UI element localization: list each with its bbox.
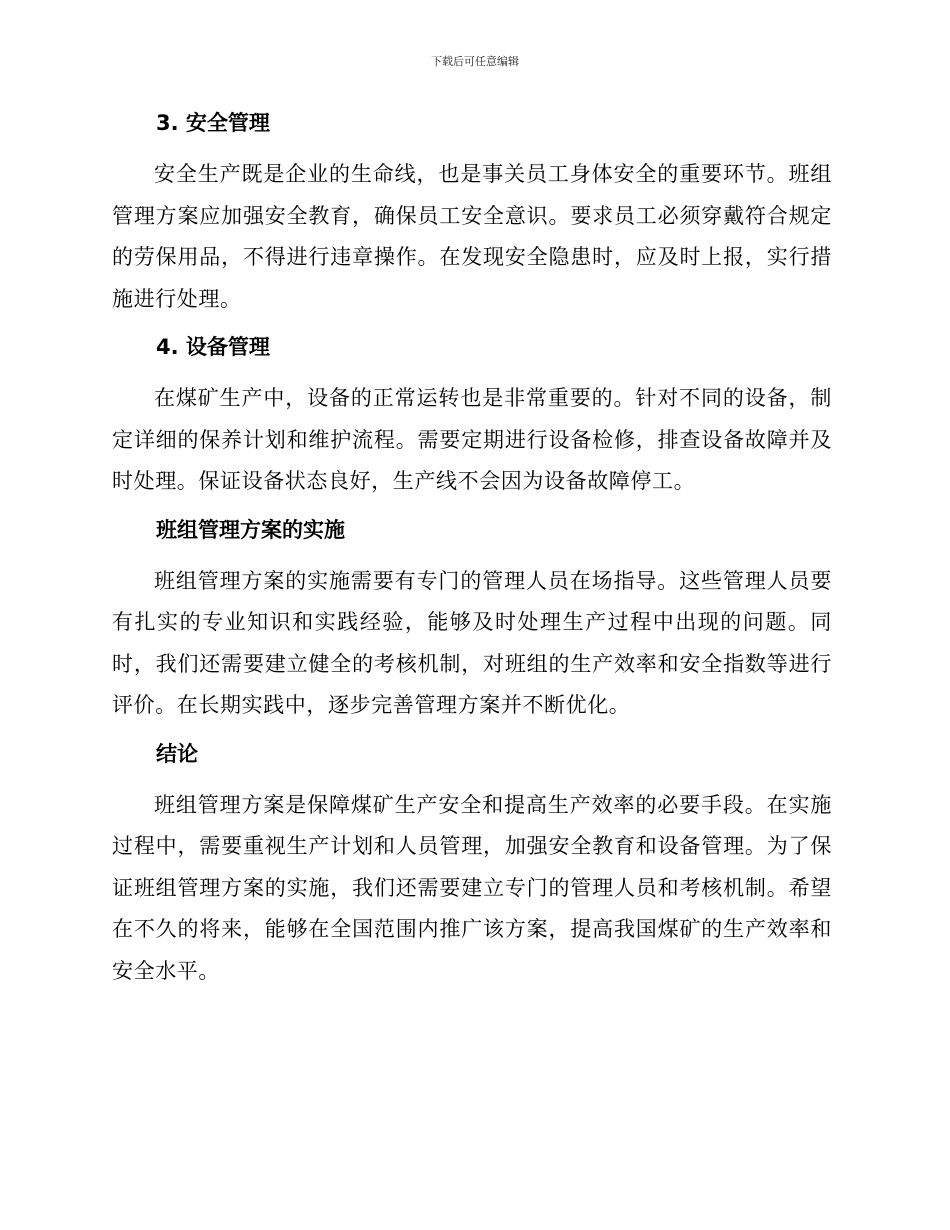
section-paragraph: 在煤矿生产中，设备的正常运转也是非常重要的。针对不同的设备，制定详细的保养计划和维护流程。需要定期进行设备检修，排查设备故障并及时处理。保证设备状态良好，生产线不会因为设备故障停工。: [112, 386, 832, 493]
section-conclusion: [112, 739, 832, 993]
section-implementation: [112, 515, 832, 727]
section-heading: 3. 安全管理: [156, 111, 270, 135]
section-heading: 4. 设备管理: [156, 335, 270, 359]
section-paragraph: 班组管理方案是保障煤矿生产安全和提高生产效率的必要手段。在实施过程中，需要重视生产计划和人员管理，加强安全教育和设备管理。为了保证班组管理方案的实施，我们还需要建立专门的管理人员和考核机制。希望在不久的将来，能够在全国范围内推广该方案，提高我国煤矿的生产效率和安全水平。: [112, 792, 832, 983]
section-heading: 班组管理方案的实施: [156, 517, 345, 542]
section-paragraph: 班组管理方案的实施需要有专门的管理人员在场指导。这些管理人员要有扎实的专业知识和实践经验，能够及时处理生产过程中出现的问题。同时，我们还需要建立健全的考核机制，对班组的生产效率和安全指数等进行评价。在长期实践中，逐步完善管理方案并不断优化。: [112, 568, 832, 717]
section-equipment-management: [112, 332, 832, 503]
section-paragraph: 安全生产既是企业的生命线，也是事关员工身体安全的重要环节。班组管理方案应加强安全教育，确保员工安全意识。要求员工必须穿戴符合规定的劳保用品，不得进行违章操作。在发现安全隐患时，应及时上报，实行措施进行处理。: [112, 162, 832, 311]
section-heading: 结论: [156, 741, 198, 766]
document-body: [112, 108, 832, 1004]
page-header-note: 下载后可任意编辑: [431, 55, 519, 68]
section-safety-management: [112, 108, 832, 320]
